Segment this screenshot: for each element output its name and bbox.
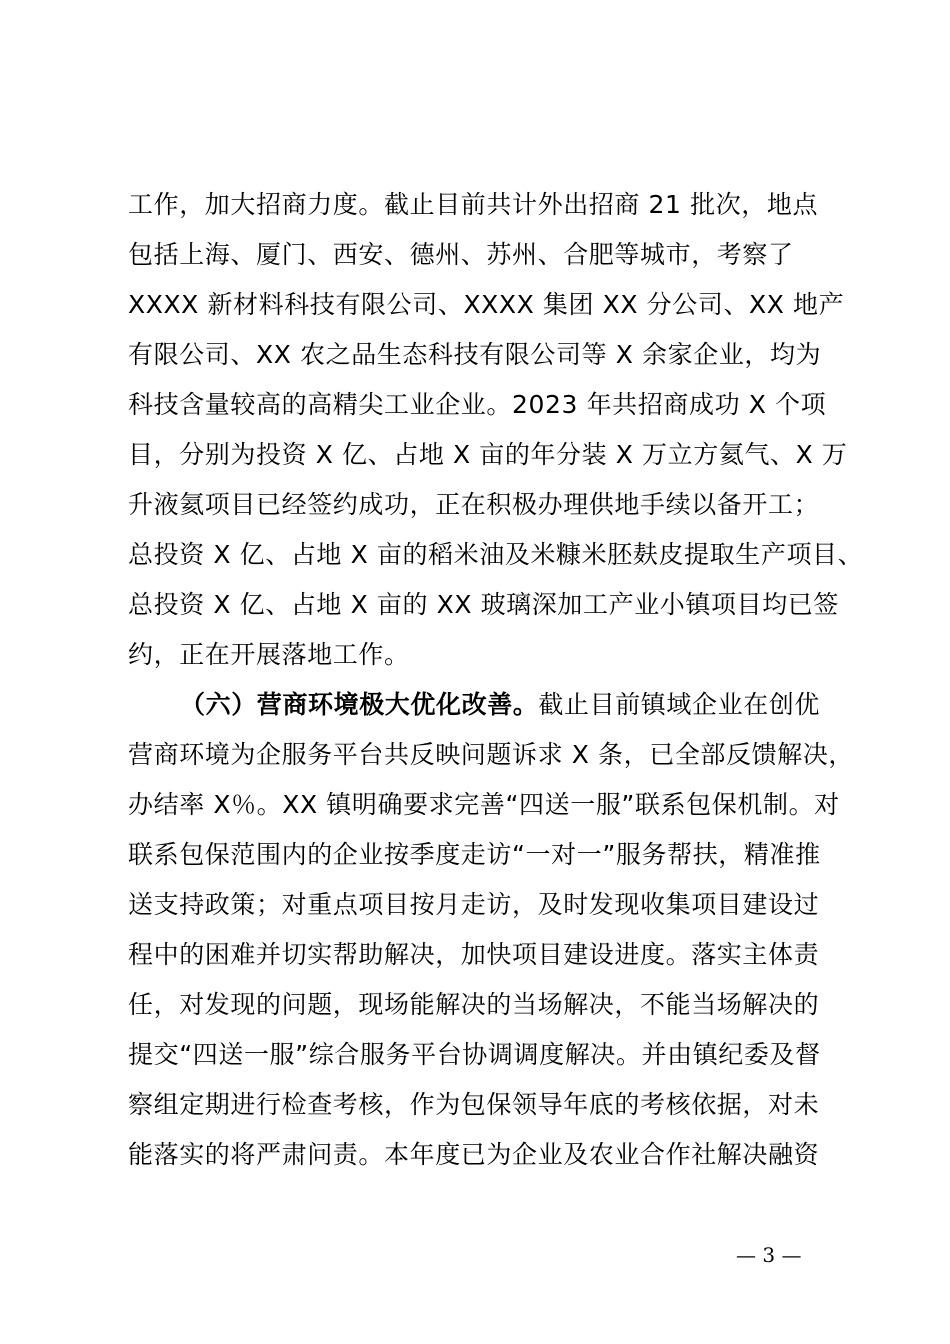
body-text-line: 包括上海、厦门、西安、德州、苏州、合肥等城市，考察了 <box>128 240 794 269</box>
body-text-line: 提交“四送一服”综合服务平台协调调度解决。并由镇纪委及督 <box>128 1040 821 1069</box>
body-text-line: 能落实的将严肃问责。本年度已为企业及农业合作社解决融资 <box>128 1140 820 1169</box>
section-heading: （六）营商环境极大优化改善。 <box>180 690 539 719</box>
body-text-line: 办结率 X％。XX 镇明确要求完善“四送一服”联系包保机制。对 <box>128 790 840 819</box>
body-text-line: 总投资 X 亿、占地 X 亩的 XX 玻璃深加工产业小镇项目均已签 <box>128 590 839 619</box>
body-text-line: 目，分别为投资 X 亿、占地 X 亩的年分装 X 万立方氦气、X 万 <box>128 440 848 469</box>
body-text: 截止目前镇域企业在创优 <box>538 690 821 719</box>
body-text-line: 程中的困难并切实帮助解决，加快项目建设进度。落实主体责 <box>128 940 820 969</box>
body-text-line: 工作，加大招商力度。截止目前共计外出招商 21 批次，地点 <box>128 190 819 219</box>
body-text-line: 联系包保范围内的企业按季度走访“一对一”服务帮扶，精准推 <box>128 840 821 869</box>
body-text-line: 送支持政策；对重点项目按月走访，及时发现收集项目建设过 <box>128 890 820 919</box>
page-number: — 3 — <box>736 1243 802 1267</box>
body-text-line: 察组定期进行检查考核，作为包保领导年底的考核依据，对未 <box>128 1090 820 1119</box>
body-text-line: 约，正在开展落地工作。 <box>128 640 410 669</box>
section-heading-line <box>180 692 820 717</box>
body-text-line: 总投资 X 亿、占地 X 亩的稻米油及米糠米胚麸皮提取生产项目、 <box>128 540 864 569</box>
body-text-line: 有限公司、XX 农之品生态科技有限公司等 X 余家企业，均为 <box>128 340 822 369</box>
body-text-line: 科技含量较高的高精尖工业企业。2023 年共招商成功 X 个项 <box>128 390 827 419</box>
body-text-line: XXXX 新材料科技有限公司、XXXX 集团 XX 分公司、XX 地产 <box>128 290 845 319</box>
body-text-line: 升液氦项目已经签约成功，正在积极办理供地手续以备开工； <box>128 490 820 519</box>
body-text-line: 任，对发现的问题，现场能解决的当场解决，不能当场解决的 <box>128 990 820 1019</box>
body-text-line: 营商环境为企服务平台共反映问题诉求 X 条，已全部反馈解决， <box>128 740 855 769</box>
